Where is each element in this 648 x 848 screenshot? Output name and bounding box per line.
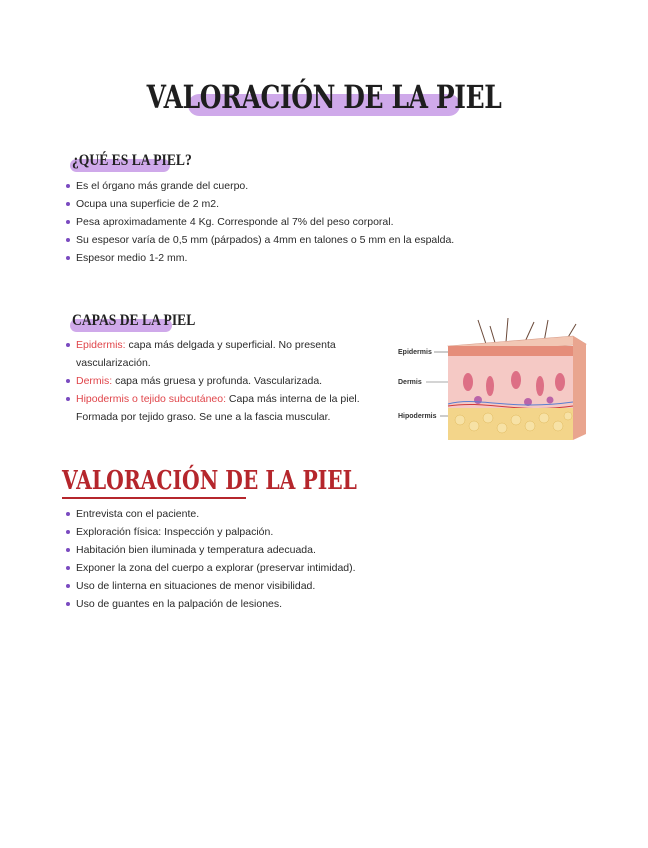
valoracion-list [66,505,486,613]
label-hipodermis: Hipodermis [398,413,437,420]
list-item: Habitación bien iluminada y temperatura adecuada. [66,541,486,559]
que-list [66,177,546,267]
list-item: Entrevista con el paciente. [66,505,486,523]
list-item: Uso de guantes en la palpación de lesiones. [66,595,486,613]
list-item: Pesa aproximadamente 4 Kg. Corresponde al 7% del peso corporal. [66,213,546,231]
section-heading-que: ¿QUÉ ES LA PIEL? [72,152,192,169]
page-title-block [0,78,648,128]
list-item: Exploración física: Inspección y palpación. [66,523,486,541]
section-heading-capas: CAPAS DE LA PIEL [72,312,196,329]
list-item: Uso de linterna en situaciones de menor visibilidad. [66,577,486,595]
list-item: Ocupa una superficie de 2 m2. [66,195,546,213]
label-dermis: Dermis [398,379,422,386]
page-title: VALORACIÓN DE LA PIEL [146,78,502,116]
label-epidermis: Epidermis [398,349,432,356]
list-item: Espesor medio 1-2 mm. [66,249,546,267]
section-heading-valoracion: VALORACIÓN DE LA PIEL [62,466,357,496]
list-item-dermis: Dermis: capa más gruesa y profunda. Vascularizada. [66,372,380,390]
list-item-hipodermis: Hipodermis o tejido subcutáneo: Capa más interna de la piel. Formada por tejido graso. Se une a la fascia muscular. [66,390,380,426]
list-item-epidermis: Epidermis: capa más delgada y superficial. No presenta vascularización. [66,336,380,372]
list-item: Exponer la zona del cuerpo a explorar (preservar intimidad). [66,559,486,577]
list-item: Es el órgano más grande del cuerpo. [66,177,546,195]
capas-list [66,336,380,426]
list-item: Su espesor varía de 0,5 mm (párpados) a 4mm en talones o 5 mm en la espalda. [66,231,546,249]
heading-underline [62,497,246,499]
skin-layers-diagram [398,316,588,448]
